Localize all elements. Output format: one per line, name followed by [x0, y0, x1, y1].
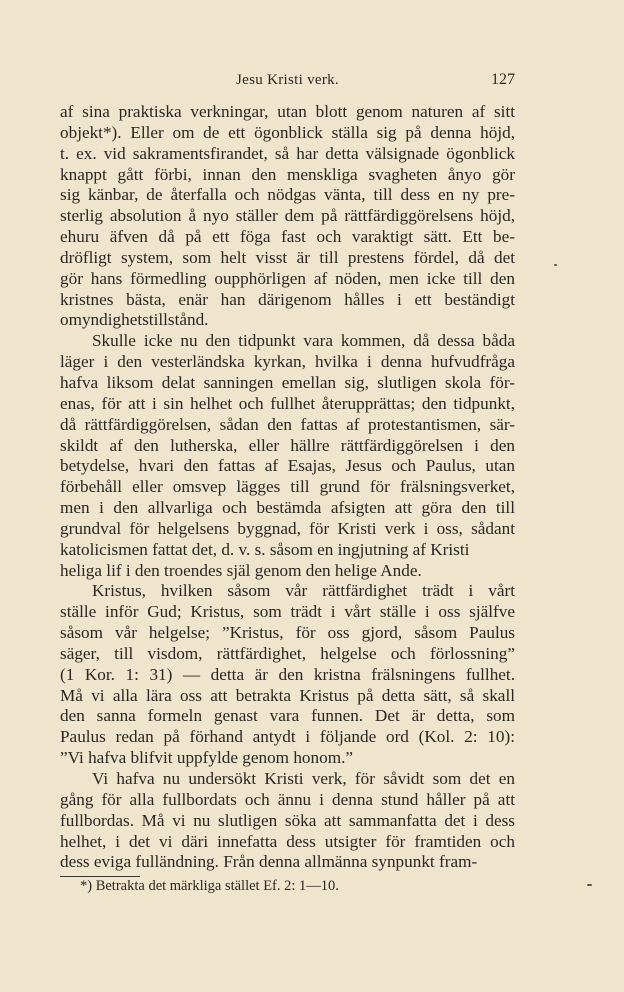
text-line: gör hans förmedling oupphörligen af nöden, men icke till den [60, 268, 515, 288]
text-line: då rättfärdiggörelsen, sådan den fattas af protestantismen, sär- [60, 414, 515, 434]
text-line: skildt af den lutherska, eller hällre rättfärdiggörelsen i den [60, 435, 515, 455]
text-line: hafva liksom delat sanningen emellan sig, slutligen skola för- [60, 372, 515, 392]
text-line: Kristus, hvilken såsom vår rättfärdighet trädt i vårt [92, 581, 515, 601]
text-line: såsom vår helgelse; ”Kristus, för oss gjord, såsom Paulus [60, 623, 515, 643]
body-text [60, 102, 515, 873]
page-number: 127 [491, 71, 515, 88]
text-line: sig känbar, de återfalla och nödgas vänta, till dess en ny pre- [60, 185, 515, 205]
text-line: Skulle icke nu den tidpunkt vara kommen, då dessa båda [92, 331, 515, 351]
text-line: knappt gått förbi, innan den menskliga svagheten ånyo gör [60, 164, 515, 184]
text-line: gång för alla fullbordats och ännu i denna stund håller på att [60, 789, 515, 809]
text-line: men i den allvarliga och bestämda afsigten att göra den till [60, 498, 515, 518]
text-line: den sanna formeln genast vara funnen. Det är detta, som [60, 706, 515, 726]
text-line: sterlig absolution å nyo ställer dem på rättfärdiggörelsens höjd, [60, 206, 515, 226]
text-line: af sina praktiska verkningar, utan blott genom naturen af sitt [60, 102, 515, 121]
text-line: läger i den vesterländska kyrkan, hvilka i denna hufvudfråga [60, 352, 515, 372]
text-line: dröfligt system, som helt visst är till prestens fördel, då det [60, 247, 515, 267]
text-line: omyndighetstillstånd. [60, 310, 209, 330]
text-line: heliga lif i den troendes själ genom den helige Ande. [60, 560, 422, 580]
running-head [60, 72, 515, 92]
running-title: Jesu Kristi verk. [235, 72, 339, 88]
text-line: helhet, i det vi däri innefatta dess utsigter för framtiden och [60, 831, 515, 851]
text-line: Må vi alla lära oss att betrakta Kristus på detta sätt, så skall [60, 685, 515, 705]
text-line: grundval för helgelsens byggnad, för Kristi verk i oss, sådant [60, 518, 515, 538]
text-line: säger, till visdom, rättfärdighet, helgelse och förlossning” [60, 643, 515, 663]
text-line: ehuru äfven då på ett föga fast och varaktigt sätt. Ett be- [60, 227, 515, 247]
text-line: enas, för att i sin helhet och fullhet återupprättas; den tidpunkt, [60, 393, 515, 413]
speck-mark [587, 884, 592, 886]
text-line: fullbordas. Må vi nu slutligen söka att sammanfatta det i dess [60, 810, 515, 830]
text-line: kristnes bästa, enär han därigenom hålles i ett beständigt [60, 289, 515, 309]
text-line: betydelse, hvari den fattas af Esajas, Jesus och Paulus, utan [60, 456, 515, 476]
speck-mark [554, 264, 557, 266]
text-line: dess eviga fulländning. Från denna allmänna synpunkt fram- [60, 852, 478, 872]
text-line: t. ex. vid sakramentsfirandet, så har detta välsignade ögonblick [60, 143, 515, 163]
text-line: objekt*). Eller om de ett ögonblick ställa sig på denna höjd, [60, 122, 515, 142]
text-line: Vi hafva nu undersökt Kristi verk, för såvidt som det en [92, 769, 515, 788]
text-line: katolicismen fattat det, d. v. s. såsom en ingjutning af Kristi [60, 539, 470, 559]
text-line: Paulus redan på förhand antydt i följande ord (Kol. 2: 10): [60, 727, 515, 747]
footnote: *) Betrakta det märkliga stället Ef. 2: 1—10. [80, 878, 339, 894]
text-line: (1 Kor. 1: 31) — detta är den kristna frälsningens fullhet. [60, 664, 515, 684]
text-line: ställe inför Gud; Kristus, som trädt i vårt ställe i oss själfve [60, 602, 515, 622]
text-line: ”Vi hafva blifvit uppfylde genom honom.” [60, 748, 353, 768]
text-line: förbehåll eller omsvep lägges till grund för frälsningsverket, [60, 477, 515, 497]
footnote-rule [60, 876, 140, 877]
